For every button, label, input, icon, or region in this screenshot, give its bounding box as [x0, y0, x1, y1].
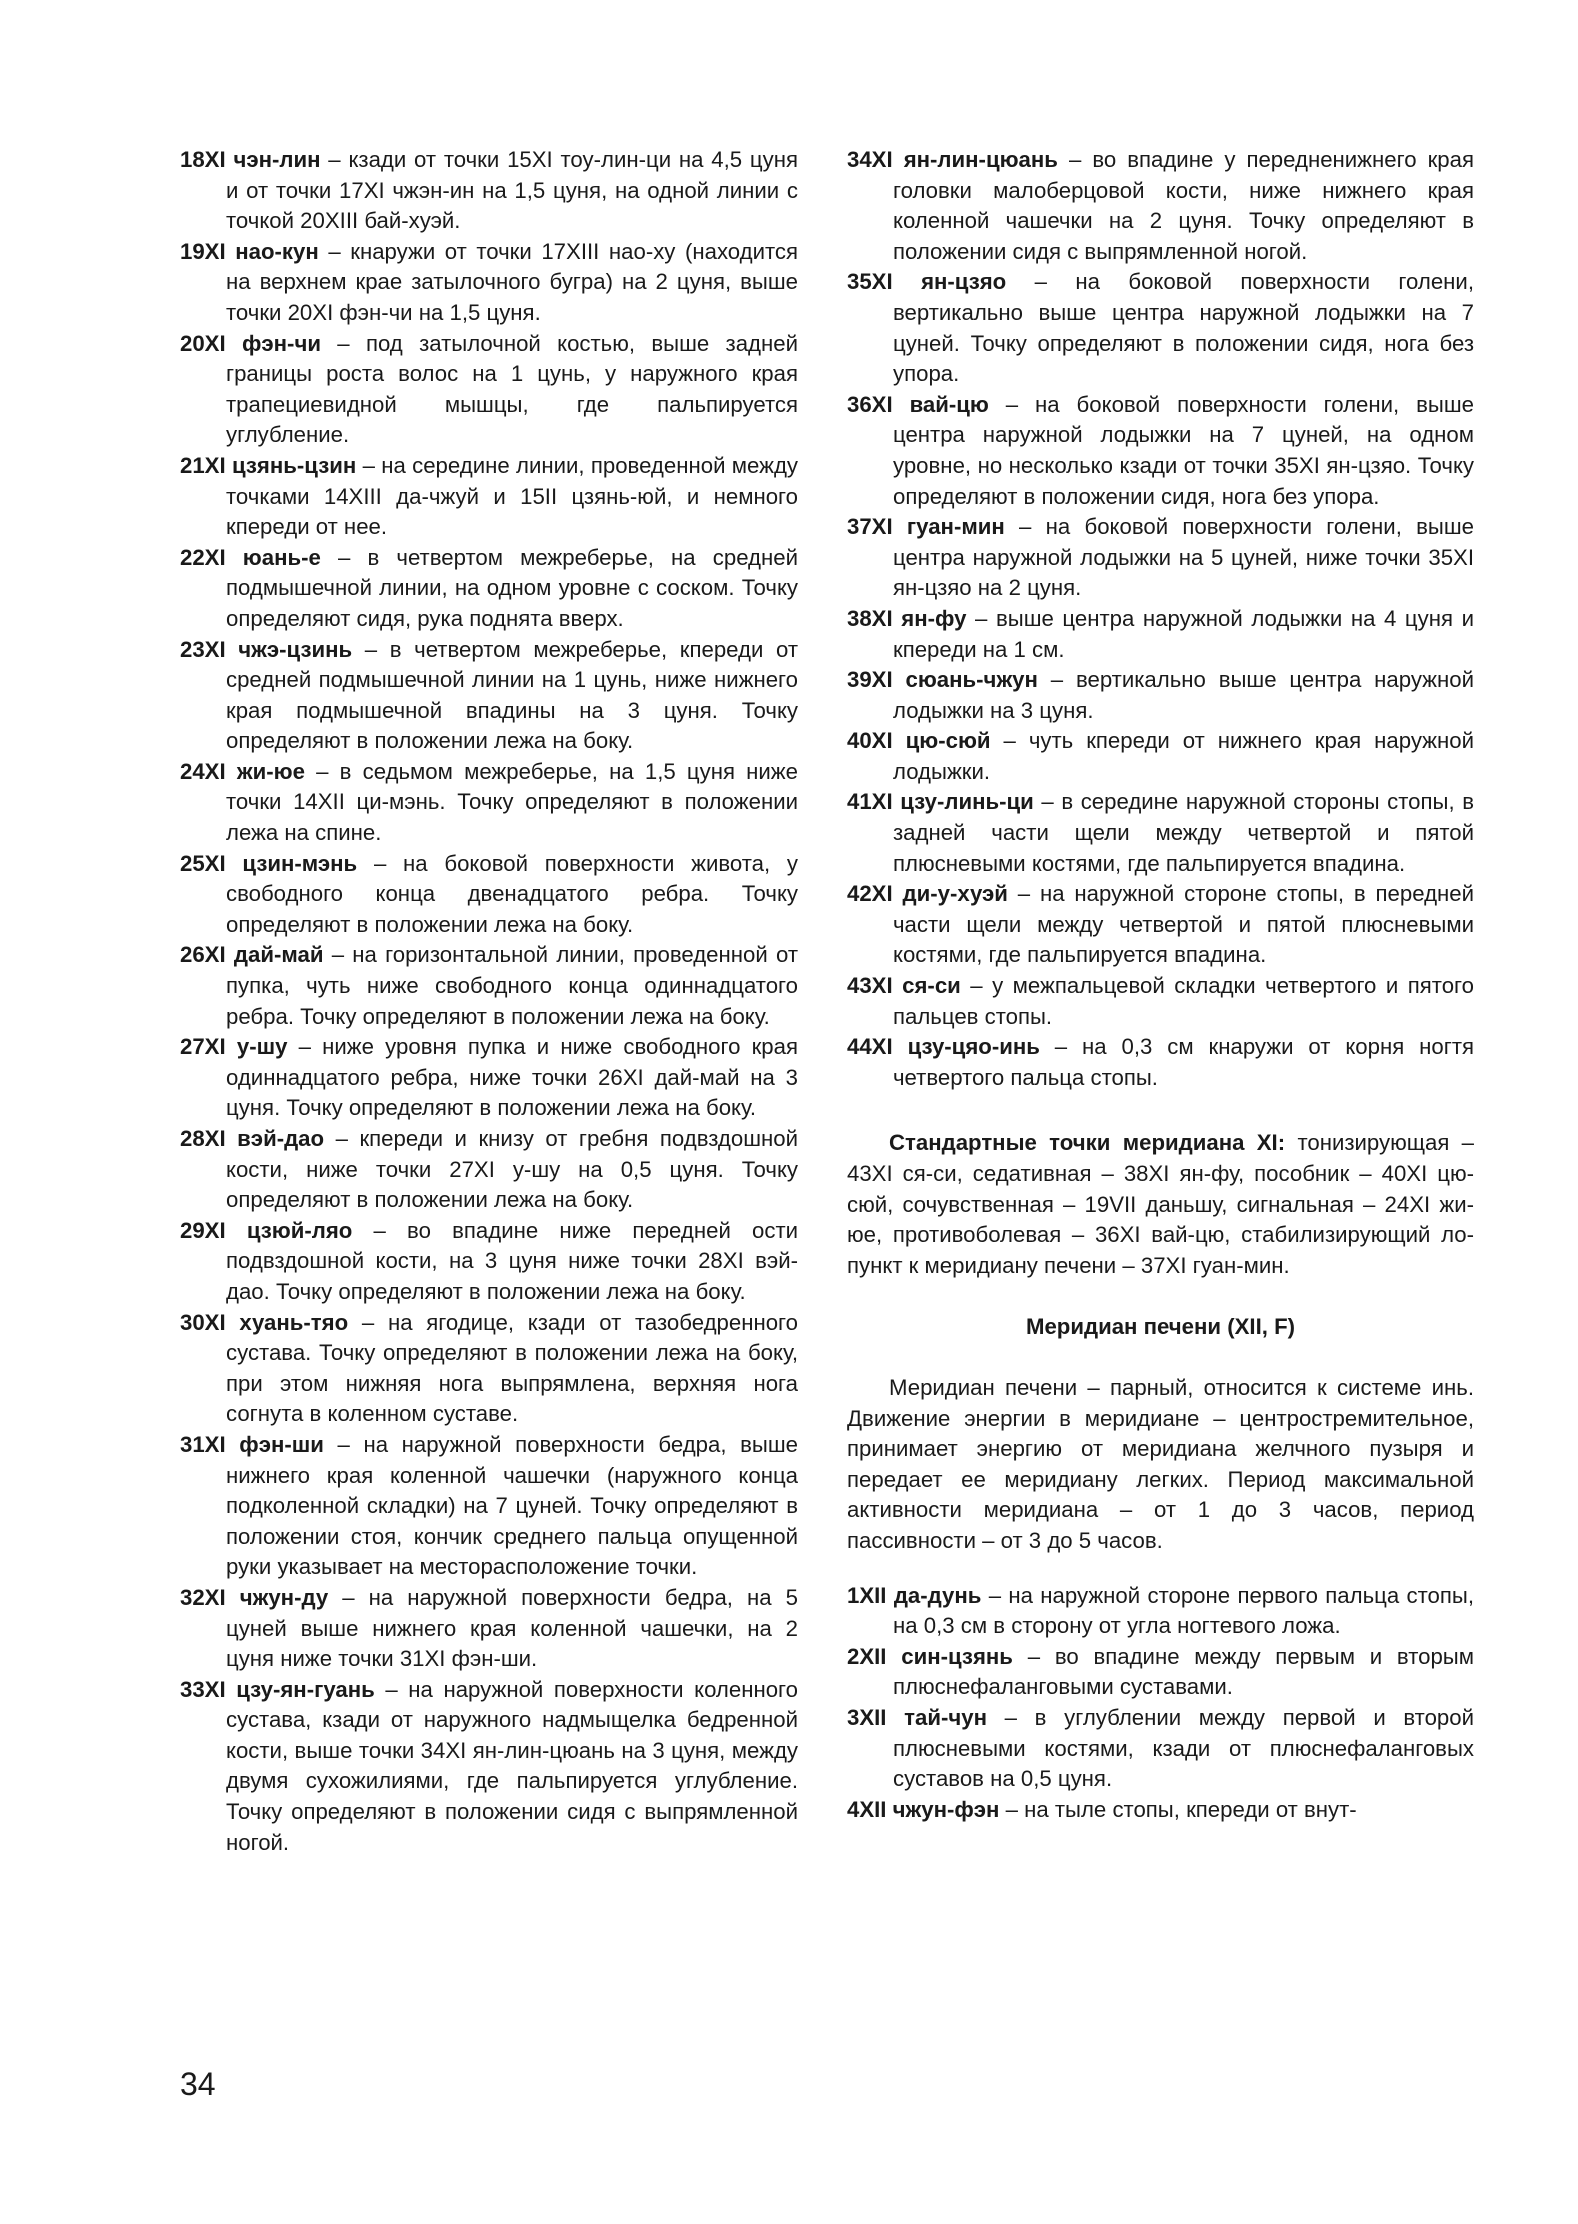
point-name: вэй-дао: [237, 1126, 325, 1151]
point-description: – выше центра наружной лодыжки на 4 цуня и кпереди на 1 см.: [893, 605, 1474, 662]
point-description: – у межпальцевой складки четвертого и пятого пальцев стопы.: [893, 973, 1474, 1029]
point-code: 20XI: [180, 330, 226, 356]
point-code: 43XI: [847, 973, 893, 999]
point-name: да-дунь: [893, 1582, 982, 1608]
point-entry: [847, 145, 1474, 267]
point-code: 30XI: [180, 1309, 226, 1335]
point-name: сюань-чжун: [905, 667, 1038, 693]
standard-points-lead: Стандартные точки меридиана XI:: [889, 1130, 1286, 1156]
point-code: 19XI: [180, 238, 226, 264]
point-name: чжун-ду: [239, 1584, 329, 1610]
point-name: дай-май: [233, 942, 324, 968]
point-code: 1XII: [847, 1582, 887, 1608]
point-code: 29XI: [180, 1217, 226, 1243]
point-name: цзу-линь-ци: [900, 789, 1034, 815]
point-entry: [847, 390, 1474, 512]
point-name: чжун-фэн: [892, 1796, 1000, 1822]
point-description: – кпереди и книзу от гребня подвздошной кости, ниже точки 27XI у-шу на 0,5 цуня. Точку определяют в положении лежа на боку.: [226, 1126, 798, 1213]
point-description: – вертикально выше центра наружной лодыжки на 3 цуня.: [893, 667, 1474, 723]
point-description: – на боковой поверхности голени, выше центра наружной лодыжки на 7 цуней, на одном уровне, но несколько кзади от точки 35XI ян-цзяо. Точку определяют в положении сидя, нога без упора.: [893, 391, 1474, 509]
point-entry: [847, 971, 1474, 1032]
point-name: цзин-мэнь: [242, 850, 358, 876]
point-entry: [180, 849, 798, 941]
point-name: жи-юе: [236, 758, 305, 784]
point-entry: [180, 1583, 798, 1675]
point-name: ян-лин-цюань: [903, 147, 1058, 172]
point-code: 25XI: [180, 850, 226, 876]
point-name: ся-си: [902, 973, 961, 999]
point-description: – на ягодице, кзади от тазобедренного сустава. Точку определяют в положении лежа на боку, при этом нижняя нога выпрямлена, верхняя нога согнута в коленном суставе.: [226, 1309, 798, 1427]
point-description: – кнаружи от точки 17XIII нао-ху (находится на верхнем крае затылочного бугра) на 2 цуня, выше точки 20XI фэн-чи на 1,5 цуня.: [226, 238, 798, 325]
point-entry: [180, 145, 798, 237]
point-entry: [847, 1795, 1474, 1826]
point-name: нао-кун: [235, 238, 319, 264]
point-code: 40XI: [847, 728, 893, 754]
point-description: – на наружной поверхности бедра, выше нижнего края коленной чашечки (наружного конца подколенной складки) на 7 цуней. Точку определяют в положении стоя, кончик среднего пальца опущенной руки указывает на месторасположение точки.: [226, 1431, 798, 1580]
standard-points-paragraph: [847, 1128, 1474, 1281]
standard-points-text: тонизирующая – 43XI ся-си, седативная – 38XI ян-фу, пособник – 40XI цю-сюй, сочувственная – 19VII даньшу, сигнальная – 24XI жи-юе, противоболевая – 36XI вай-цю, стабилизирующий ло-пункт к меридиану печени – 37XI гуан-мин.: [847, 1130, 1474, 1278]
point-code: 35XI: [847, 269, 893, 295]
point-entry: [180, 1124, 798, 1216]
point-description: – на боковой поверхности живота, у свободного конца двенадцатого ребра. Точку определяют в положении лежа на боку.: [226, 850, 798, 937]
point-entry: [180, 1032, 798, 1124]
point-name: гуан-мин: [906, 514, 1005, 540]
point-name: чжэ-цзинь: [238, 636, 353, 662]
point-name: юань-е: [242, 544, 321, 570]
point-description: – во впадине у передненижнего края головки малоберцовой кости, ниже нижнего края коленной чашечки на 2 цуня. Точку определяют в положении сидя с выпрямленной ногой.: [893, 147, 1474, 264]
point-description: – ниже уровня пупка и ниже свободного края одиннадцатого ребра, ниже точки 26XI дай-май на 3 цуня. Точку определяют в положении лежа на боку.: [226, 1034, 799, 1121]
point-description: – кзади от точки 15XI тоу-лин-ци на 4,5 цуня и от точки 17XI чжэн-ин на 1,5 цуня, на одной линии с точкой 20XIII бай-хуэй.: [226, 147, 798, 234]
point-entry: [180, 237, 798, 329]
point-name: чэн-лин: [233, 147, 321, 172]
point-name: ян-фу: [901, 605, 967, 631]
point-code: 32XI: [180, 1584, 226, 1610]
point-entry: [847, 1703, 1474, 1795]
point-code: 28XI: [180, 1126, 226, 1151]
point-description: – на наружной стороне стопы, в передней части щели между четвертой и пятой плюсневыми костями, где пальпируется впадина.: [893, 881, 1474, 968]
point-code: 21XI: [180, 452, 226, 478]
point-name: цю-сюй: [905, 728, 991, 754]
point-name: син-цзянь: [901, 1643, 1013, 1669]
point-entry: [180, 1430, 798, 1583]
point-code: 33XI: [180, 1676, 226, 1702]
point-entry: [180, 757, 798, 849]
point-description: – под затылочной костью, выше задней границы роста волос на 1 цунь, у наружного края трапециевидной мышцы, где пальпируется углубление.: [226, 330, 798, 448]
point-entry: [180, 543, 798, 635]
point-description: – в четвертом межреберье, кпереди от средней подмышечной линии на 1 цунь, ниже нижнего края подмышечной впадины на 3 цуня. Точку определяют в положении лежа на боку.: [226, 636, 798, 754]
point-description: – во впадине ниже передней ости подвздошной кости, на 3 цуня ниже точки 28XI вэй-дао. Точку определяют в положении лежа на боку.: [226, 1217, 799, 1304]
point-name: ян-цзяо: [921, 269, 1007, 295]
point-name: цзу-цяо-инь: [907, 1034, 1040, 1060]
point-description: – в середине наружной стороны стопы, в задней части щели между четвертой и пятой плюсневыми костями, где пальпируется впадина.: [893, 789, 1474, 876]
point-code: 24XI: [180, 758, 226, 784]
point-description: – на боковой поверхности голени, выше центра наружной лодыжки на 5 цуней, ниже точки 35XI ян-цзяо на 2 цуня.: [893, 514, 1474, 601]
point-entry: [847, 726, 1474, 787]
page-number: 34: [180, 2066, 216, 2102]
point-code: 3XII: [847, 1704, 887, 1730]
point-description: – в четвертом межреберье, на средней подмышечной линии, на одном уровне с соском. Точку определяют сидя, рука поднята вверх.: [226, 544, 798, 631]
point-entry: [847, 267, 1474, 389]
point-code: 18XI: [180, 147, 226, 172]
point-description: – в углублении между первой и второй плюсневыми костями, кзади от плюснефаланговых суставов на 0,5 цуня.: [893, 1704, 1474, 1792]
point-code: 27XI: [180, 1034, 226, 1060]
point-code: 41XI: [847, 789, 893, 815]
point-entry: [180, 1308, 798, 1430]
point-entry: [180, 1216, 798, 1308]
point-name: цзянь-цзин: [231, 452, 357, 478]
point-description: – на середине линии, проведенной между точками 14XIII да-чжуй и 15II цзянь-юй, и немного кпереди от нее.: [226, 452, 798, 540]
intro-paragraph: Меридиан печени – парный, относится к системе инь. Движение энергии в меридиане – центростремительное, принимает энергию от меридиана желчного пузыря и передает ее меридиану легких. Период максимальной активности меридиана – от 1 до 3 часов, период пассивности – от 3 до 5 часов.: [847, 1374, 1474, 1553]
point-entry: [847, 787, 1474, 879]
point-entry: [180, 329, 798, 451]
point-description: – на 0,3 см кнаружи от корня ногтя четвертого пальца стопы.: [893, 1034, 1474, 1090]
right-column: [847, 145, 1474, 1825]
point-description: – на наружной поверхности бедра, на 5 цуней выше нижнего края коленной чашечки, на 2 цуня ниже точки 31XI фэн-ши.: [226, 1584, 798, 1672]
point-description: – чуть кпереди от нижнего края наружной лодыжки.: [893, 728, 1474, 784]
point-code: 44XI: [847, 1034, 893, 1060]
point-code: 26XI: [180, 942, 226, 968]
point-name: цзу-ян-гуань: [236, 1676, 375, 1702]
point-code: 22XI: [180, 544, 226, 570]
point-code: 31XI: [180, 1431, 226, 1457]
point-name: ди-у-хуэй: [902, 881, 1008, 907]
left-column: [180, 145, 798, 1858]
point-name: у-шу: [236, 1034, 288, 1060]
point-entry: [847, 1581, 1474, 1642]
point-code: 36XI: [847, 391, 893, 417]
point-entry: [847, 1642, 1474, 1703]
point-description: – в седьмом межреберье, на 1,5 цуня ниже точки 14XII ци-мэнь. Точку определяют в положении лежа на спине.: [226, 758, 798, 846]
point-name: фэн-ши: [239, 1431, 324, 1457]
point-entry: [180, 940, 798, 1032]
point-description: – на горизонтальной линии, проведенной от пупка, чуть ниже свободного конца одиннадцатого ребра. Точку определяют в положении лежа на боку.: [226, 942, 798, 1029]
section-heading: Меридиан печени (XII, F): [1025, 1314, 1296, 1340]
point-code: 38XI: [847, 605, 893, 631]
point-name: хуань-тяо: [239, 1309, 349, 1335]
point-name: тай-чун: [904, 1704, 987, 1730]
point-description: – во впадине между первым и вторым плюснефаланговыми суставами.: [893, 1643, 1475, 1700]
point-name: вай-цю: [909, 391, 989, 417]
point-description: – на наружной стороне первого пальца стопы, на 0,3 см в сторону от угла ногтевого ложа.: [893, 1582, 1475, 1639]
point-code: 4XII: [847, 1796, 887, 1822]
point-entry: [180, 451, 798, 543]
point-entry: [847, 1032, 1474, 1093]
point-entry: [847, 879, 1474, 971]
point-code: 42XI: [847, 881, 893, 907]
point-description: – на наружной поверхности коленного сустава, кзади от наружного надмыщелка бедренной кости, выше точки 34XI ян-лин-цюань на 3 цуня, между двумя сухожилиями, где пальпируется углубление. Точку определяют в положении сидя с выпрямленной ногой.: [226, 1676, 799, 1855]
point-name: цзюй-ляо: [246, 1217, 353, 1243]
point-entry: [847, 512, 1474, 604]
point-code: 23XI: [180, 636, 226, 662]
point-description: – на боковой поверхности голени, вертикально выше центра наружной лодыжки на 7 цуней. Точку определяют в положении сидя, нога без упора.: [893, 269, 1474, 387]
point-entry: [847, 665, 1474, 726]
point-code: 34XI: [847, 147, 893, 172]
point-entry: [847, 604, 1474, 665]
point-description: – на тыле стопы, кпереди от внут-: [999, 1796, 1357, 1822]
point-code: 37XI: [847, 514, 893, 540]
point-code: 39XI: [847, 667, 893, 693]
point-entry: [180, 635, 798, 757]
point-code: 2XII: [847, 1643, 887, 1669]
point-entry: [180, 1675, 798, 1859]
point-name: фэн-чи: [241, 330, 321, 356]
